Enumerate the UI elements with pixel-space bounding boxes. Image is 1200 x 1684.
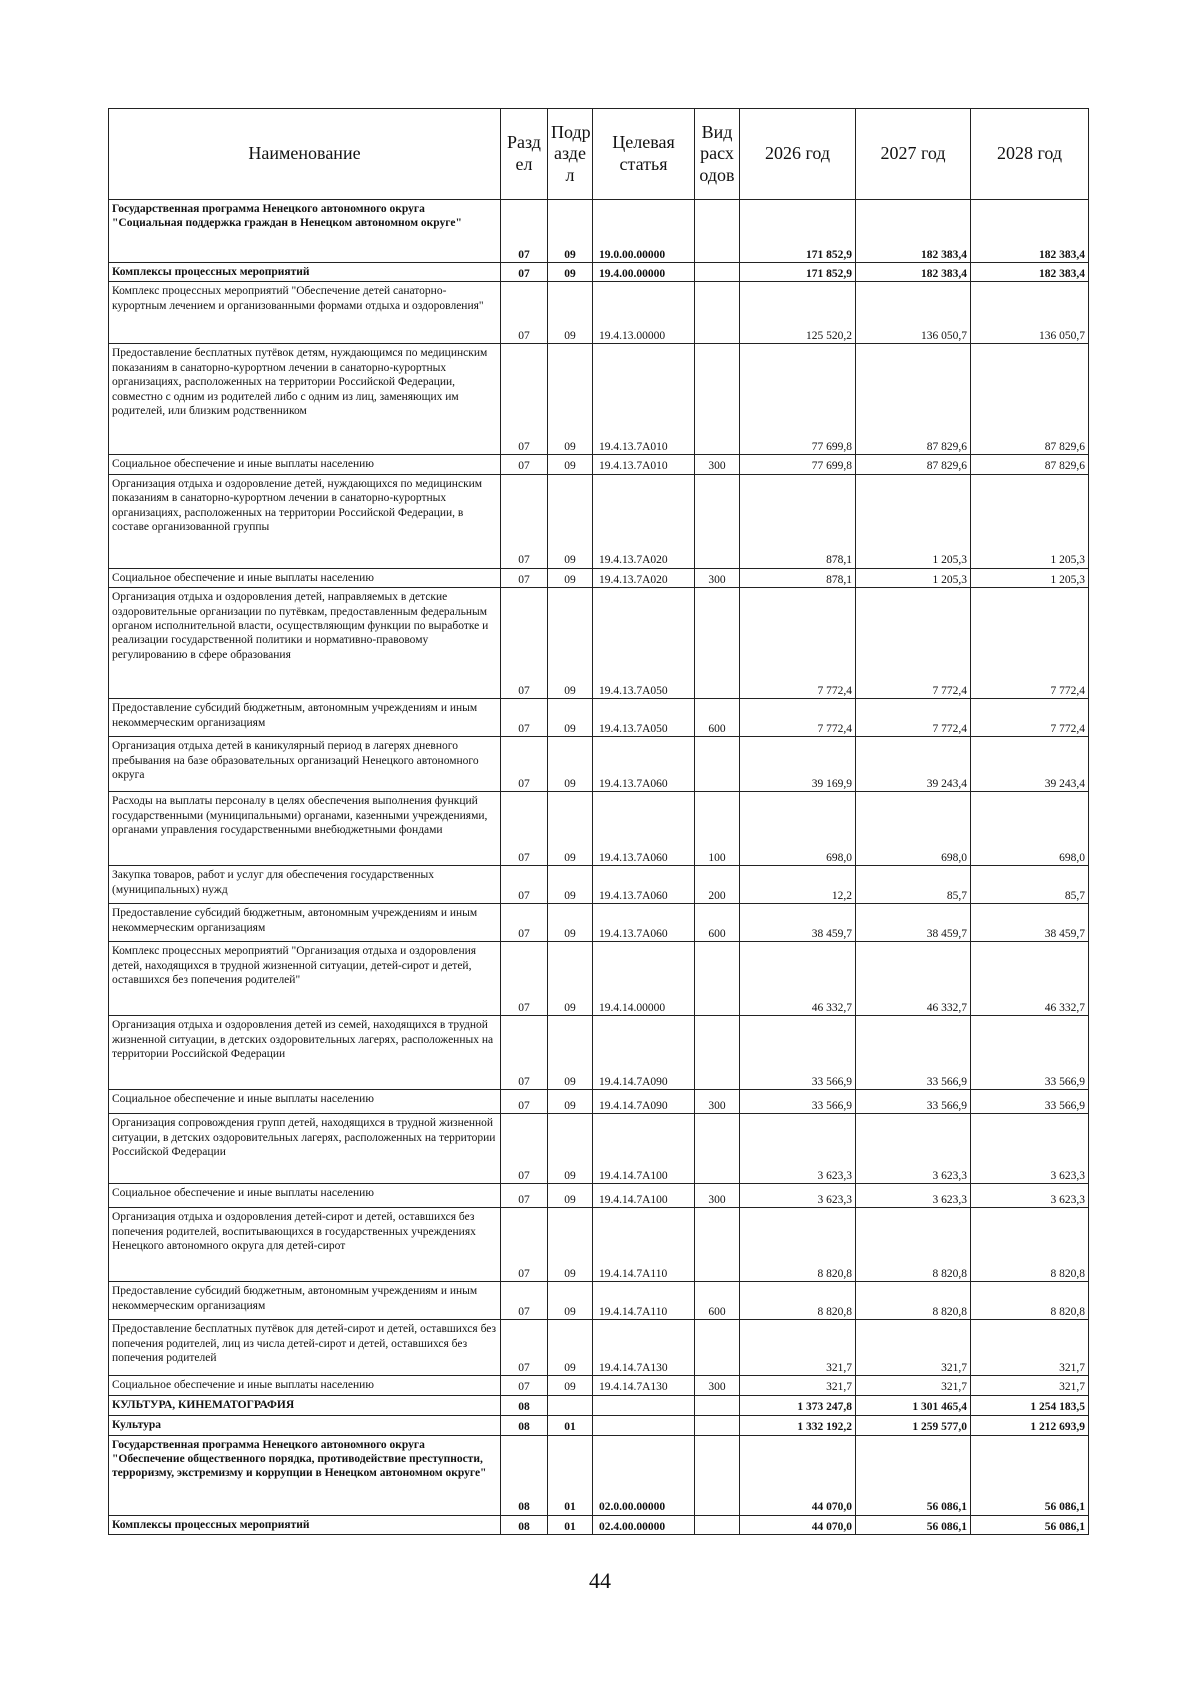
row-exptype: [695, 263, 740, 282]
row-2028: 182 383,4: [971, 200, 1089, 263]
row-exptype: [695, 1515, 740, 1534]
row-2026: 1 373 247,8: [740, 1395, 856, 1415]
row-subsection: 09: [548, 942, 593, 1016]
row-section: 07: [501, 1376, 548, 1395]
row-2028: 3 623,3: [971, 1184, 1089, 1208]
row-exptype: [695, 1320, 740, 1376]
row-2028: 321,7: [971, 1376, 1089, 1395]
row-2027: 1 259 577,0: [856, 1415, 971, 1435]
table-row: [109, 263, 1089, 282]
row-2027: 56 086,1: [856, 1515, 971, 1534]
row-target: [593, 1395, 695, 1415]
row-section: 07: [501, 942, 548, 1016]
table-row: [109, 866, 1089, 904]
table-row: [109, 1282, 1089, 1320]
table-row: [109, 904, 1089, 942]
row-2026: 878,1: [740, 474, 856, 568]
row-exptype: [695, 1435, 740, 1515]
row-2027: 33 566,9: [856, 1016, 971, 1090]
row-exptype: 600: [695, 904, 740, 942]
row-2026: 39 169,9: [740, 737, 856, 792]
row-section: 07: [501, 1208, 548, 1282]
row-2028: 1 205,3: [971, 568, 1089, 587]
row-2028: 7 772,4: [971, 588, 1089, 699]
row-2028: 3 623,3: [971, 1114, 1089, 1184]
row-2027: 33 566,9: [856, 1090, 971, 1114]
row-2026: 12,2: [740, 866, 856, 904]
row-subsection: 09: [548, 792, 593, 866]
row-exptype: 100: [695, 792, 740, 866]
row-2027: 3 623,3: [856, 1114, 971, 1184]
row-target: 19.4.13.00000: [593, 282, 695, 344]
row-2027: 1 205,3: [856, 568, 971, 587]
row-2028: 87 829,6: [971, 344, 1089, 455]
row-name: Предоставление субсидий бюджетным, автономным учреждениям и иным некоммерческим организациям: [109, 1282, 501, 1320]
table-row: [109, 200, 1089, 263]
row-section: 08: [501, 1515, 548, 1534]
budget-table: [108, 108, 1089, 1535]
row-subsection: 09: [548, 904, 593, 942]
row-subsection: 01: [548, 1415, 593, 1435]
row-section: 07: [501, 1282, 548, 1320]
row-exptype: [695, 737, 740, 792]
row-2027: 87 829,6: [856, 455, 971, 474]
row-name: Организация сопровождения групп детей, находящихся в трудной жизненной ситуации, в детских оздоровительных лагерях, расположенных на территории Российской Федерации: [109, 1114, 501, 1184]
row-2027: 1 301 465,4: [856, 1395, 971, 1415]
row-exptype: 600: [695, 699, 740, 737]
row-name: Закупка товаров, работ и услуг для обеспечения государственных (муниципальных) нужд: [109, 866, 501, 904]
row-subsection: 09: [548, 1320, 593, 1376]
row-2028: 136 050,7: [971, 282, 1089, 344]
row-exptype: 300: [695, 1376, 740, 1395]
header-subsection: Подр азде л: [548, 109, 593, 200]
row-2028: 1 212 693,9: [971, 1415, 1089, 1435]
row-section: 07: [501, 344, 548, 455]
row-section: 07: [501, 1090, 548, 1114]
row-2026: 77 699,8: [740, 455, 856, 474]
table-row: [109, 1435, 1089, 1515]
row-2027: 7 772,4: [856, 588, 971, 699]
row-target: 19.4.14.00000: [593, 942, 695, 1016]
row-subsection: 09: [548, 344, 593, 455]
row-2026: 33 566,9: [740, 1016, 856, 1090]
row-target: 19.4.13.7А050: [593, 699, 695, 737]
row-section: 07: [501, 792, 548, 866]
row-name: Государственная программа Ненецкого автономного округа "Обеспечение общественного порядка, противодействие преступности, терроризму, экстремизму и коррупции в Ненецком автономном округе": [109, 1435, 501, 1515]
table-row: [109, 588, 1089, 699]
row-2027: 698,0: [856, 792, 971, 866]
row-subsection: 09: [548, 263, 593, 282]
row-2026: 321,7: [740, 1320, 856, 1376]
row-exptype: [695, 942, 740, 1016]
row-2028: 38 459,7: [971, 904, 1089, 942]
row-exptype: [695, 1208, 740, 1282]
row-name: Организация отдыха и оздоровление детей, нуждающихся по медицинским показаниям в санаторно-курортном лечении в санаторно-курортных организациях, расположенных на территории Российской Федерации, в составе организованной группы: [109, 474, 501, 568]
row-subsection: 09: [548, 568, 593, 587]
row-section: 08: [501, 1415, 548, 1435]
table-row: [109, 792, 1089, 866]
row-2026: 44 070,0: [740, 1435, 856, 1515]
row-2026: 8 820,8: [740, 1208, 856, 1282]
row-subsection: 09: [548, 737, 593, 792]
row-subsection: 09: [548, 1090, 593, 1114]
row-subsection: 09: [548, 699, 593, 737]
row-name: Комплексы процессных мероприятий: [109, 1515, 501, 1534]
row-2026: 698,0: [740, 792, 856, 866]
header-2026: 2026 год: [740, 109, 856, 200]
row-subsection: 09: [548, 1208, 593, 1282]
row-2026: 7 772,4: [740, 699, 856, 737]
row-2026: 3 623,3: [740, 1184, 856, 1208]
row-2026: 171 852,9: [740, 263, 856, 282]
row-2026: 3 623,3: [740, 1114, 856, 1184]
row-name: Предоставление бесплатных путёвок для детей-сирот и детей, оставшихся без попечения родителей, лиц из числа детей-сирот и детей, оставшихся без попечения родителей: [109, 1320, 501, 1376]
row-target: 19.4.14.7А110: [593, 1208, 695, 1282]
row-2027: 3 623,3: [856, 1184, 971, 1208]
row-target: 19.4.13.7А010: [593, 455, 695, 474]
row-section: 07: [501, 568, 548, 587]
row-name: Предоставление бесплатных путёвок детям, нуждающимся по медицинским показаниям в санаторно-курортном лечении в санаторно-курортных организациях, расположенных на территории Российской Федерации, совместно с одним из родителей либо с одним из лиц, заменяющих им родителей, или близким родственником: [109, 344, 501, 455]
row-section: 07: [501, 263, 548, 282]
row-exptype: [695, 1114, 740, 1184]
row-target: 19.4.13.7А020: [593, 474, 695, 568]
row-section: 08: [501, 1395, 548, 1415]
row-target: 19.4.14.7А130: [593, 1320, 695, 1376]
row-2026: 1 332 192,2: [740, 1415, 856, 1435]
row-target: 19.4.14.7А090: [593, 1016, 695, 1090]
row-name: Социальное обеспечение и иные выплаты населению: [109, 568, 501, 587]
row-2026: 171 852,9: [740, 200, 856, 263]
row-2028: 56 086,1: [971, 1515, 1089, 1534]
row-name: Комплекс процессных мероприятий "Обеспечение детей санаторно-курортным лечением и организованными формами отдыха и оздоровления": [109, 282, 501, 344]
row-2028: 85,7: [971, 866, 1089, 904]
row-subsection: 09: [548, 866, 593, 904]
row-target: 19.4.13.7А060: [593, 792, 695, 866]
row-subsection: 09: [548, 1184, 593, 1208]
row-2026: 125 520,2: [740, 282, 856, 344]
row-subsection: 01: [548, 1435, 593, 1515]
row-2027: 39 243,4: [856, 737, 971, 792]
row-subsection: 09: [548, 588, 593, 699]
row-2028: 33 566,9: [971, 1090, 1089, 1114]
row-2028: 7 772,4: [971, 699, 1089, 737]
row-target: 19.4.14.7А100: [593, 1184, 695, 1208]
header-exptype: Вид расх одов: [695, 109, 740, 200]
row-2027: 46 332,7: [856, 942, 971, 1016]
row-2028: 1 254 183,5: [971, 1395, 1089, 1415]
table-header-row: [109, 109, 1089, 200]
table-row: [109, 1376, 1089, 1395]
row-section: 07: [501, 200, 548, 263]
row-subsection: 09: [548, 282, 593, 344]
row-exptype: 600: [695, 1282, 740, 1320]
row-2028: 8 820,8: [971, 1282, 1089, 1320]
row-2028: 321,7: [971, 1320, 1089, 1376]
table-row: [109, 282, 1089, 344]
row-target: 19.4.13.7А050: [593, 588, 695, 699]
row-section: 07: [501, 474, 548, 568]
row-2028: 698,0: [971, 792, 1089, 866]
table-row: [109, 1184, 1089, 1208]
row-subsection: 09: [548, 455, 593, 474]
row-target: 19.4.14.7А110: [593, 1282, 695, 1320]
row-name: Социальное обеспечение и иные выплаты населению: [109, 1184, 501, 1208]
row-exptype: 300: [695, 1090, 740, 1114]
table-row: [109, 942, 1089, 1016]
row-2027: 1 205,3: [856, 474, 971, 568]
row-name: Организация отдыха и оздоровления детей, направляемых в детские оздоровительные организации по путёвкам, предоставленным федеральным органом исполнительной власти, осуществляющим функции по выработке и реализации государственной политики и нормативно-правовому регулированию в сфере образования: [109, 588, 501, 699]
header-name: Наименование: [109, 109, 501, 200]
row-2027: 182 383,4: [856, 263, 971, 282]
table-row: [109, 1415, 1089, 1435]
table-row: [109, 1090, 1089, 1114]
table-row: [109, 568, 1089, 587]
row-name: Социальное обеспечение и иные выплаты населению: [109, 1090, 501, 1114]
row-subsection: 09: [548, 1282, 593, 1320]
row-target: 19.4.00.00000: [593, 263, 695, 282]
row-subsection: 09: [548, 1376, 593, 1395]
table-row: [109, 1208, 1089, 1282]
row-2027: 56 086,1: [856, 1435, 971, 1515]
row-exptype: [695, 200, 740, 263]
header-section: Разд ел: [501, 109, 548, 200]
row-name: КУЛЬТУРА, КИНЕМАТОГРАФИЯ: [109, 1395, 501, 1415]
row-2027: 87 829,6: [856, 344, 971, 455]
row-2028: 87 829,6: [971, 455, 1089, 474]
row-name: Комплекс процессных мероприятий "Организация отдыха и оздоровления детей, находящихся в трудной жизненной ситуации, детей-сирот и детей, оставшихся без попечения родителей": [109, 942, 501, 1016]
row-2027: 321,7: [856, 1376, 971, 1395]
row-section: 07: [501, 904, 548, 942]
row-section: 07: [501, 1320, 548, 1376]
row-2026: 7 772,4: [740, 588, 856, 699]
row-section: 07: [501, 455, 548, 474]
row-subsection: 09: [548, 1114, 593, 1184]
table-row: [109, 455, 1089, 474]
table-row: [109, 1320, 1089, 1376]
row-2027: 8 820,8: [856, 1282, 971, 1320]
row-exptype: [695, 1395, 740, 1415]
page-number: 44: [589, 1568, 611, 1593]
row-exptype: 300: [695, 568, 740, 587]
table-row: [109, 344, 1089, 455]
row-2027: 7 772,4: [856, 699, 971, 737]
row-2028: 182 383,4: [971, 263, 1089, 282]
row-target: 19.4.13.7А060: [593, 904, 695, 942]
row-name: Организация отдыха и оздоровления детей из семей, находящихся в трудной жизненной ситуации, в детских оздоровительных лагерях, расположенных на территории Российской Федерации: [109, 1016, 501, 1090]
row-section: 07: [501, 1016, 548, 1090]
table-row: [109, 474, 1089, 568]
row-name: Предоставление субсидий бюджетным, автономным учреждениям и иным некоммерческим организациям: [109, 904, 501, 942]
row-section: 07: [501, 699, 548, 737]
row-target: 02.4.00.00000: [593, 1515, 695, 1534]
table-row: [109, 737, 1089, 792]
row-2026: 321,7: [740, 1376, 856, 1395]
row-2026: 44 070,0: [740, 1515, 856, 1534]
row-name: Расходы на выплаты персоналу в целях обеспечения выполнения функций государственными (муниципальными) органами, казенными учреждениями, органами управления государственными внебюджетными фондами: [109, 792, 501, 866]
row-section: 08: [501, 1435, 548, 1515]
row-2026: 8 820,8: [740, 1282, 856, 1320]
row-exptype: [695, 282, 740, 344]
row-2027: 136 050,7: [856, 282, 971, 344]
table-row: [109, 1515, 1089, 1534]
row-name: Комплексы процессных мероприятий: [109, 263, 501, 282]
row-name: Социальное обеспечение и иные выплаты населению: [109, 1376, 501, 1395]
row-2027: 182 383,4: [856, 200, 971, 263]
row-section: 07: [501, 866, 548, 904]
row-exptype: 300: [695, 1184, 740, 1208]
row-exptype: [695, 344, 740, 455]
row-exptype: [695, 1016, 740, 1090]
row-section: 07: [501, 588, 548, 699]
row-2028: 46 332,7: [971, 942, 1089, 1016]
row-section: 07: [501, 737, 548, 792]
row-target: 19.4.13.7А010: [593, 344, 695, 455]
row-name: Государственная программа Ненецкого автономного округа "Социальная поддержка граждан в Ненецком автономном округе": [109, 200, 501, 263]
row-subsection: 09: [548, 200, 593, 263]
header-2027: 2027 год: [856, 109, 971, 200]
row-section: 07: [501, 1114, 548, 1184]
row-exptype: 200: [695, 866, 740, 904]
row-subsection: 09: [548, 1016, 593, 1090]
row-target: 19.4.13.7А060: [593, 866, 695, 904]
row-2026: 46 332,7: [740, 942, 856, 1016]
row-2026: 878,1: [740, 568, 856, 587]
row-2026: 38 459,7: [740, 904, 856, 942]
row-target: 19.4.14.7А090: [593, 1090, 695, 1114]
row-target: 19.4.13.7А060: [593, 737, 695, 792]
row-section: 07: [501, 1184, 548, 1208]
header-target: Целевая статья: [593, 109, 695, 200]
row-exptype: [695, 1415, 740, 1435]
row-2027: 85,7: [856, 866, 971, 904]
table-row: [109, 1114, 1089, 1184]
row-2027: 321,7: [856, 1320, 971, 1376]
row-exptype: [695, 474, 740, 568]
row-exptype: 300: [695, 455, 740, 474]
row-2028: 56 086,1: [971, 1435, 1089, 1515]
row-2027: 8 820,8: [856, 1208, 971, 1282]
row-name: Организация отдыха детей в каникулярный период в лагерях дневного пребывания на базе образовательных организаций Ненецкого автономного округа: [109, 737, 501, 792]
row-subsection: 09: [548, 474, 593, 568]
row-2028: 8 820,8: [971, 1208, 1089, 1282]
row-2028: 39 243,4: [971, 737, 1089, 792]
table-row: [109, 1395, 1089, 1415]
row-target: [593, 1415, 695, 1435]
row-2028: 1 205,3: [971, 474, 1089, 568]
header-2028: 2028 год: [971, 109, 1089, 200]
row-name: Социальное обеспечение и иные выплаты населению: [109, 455, 501, 474]
table-row: [109, 1016, 1089, 1090]
row-2026: 33 566,9: [740, 1090, 856, 1114]
row-2027: 38 459,7: [856, 904, 971, 942]
row-2028: 33 566,9: [971, 1016, 1089, 1090]
row-name: Организация отдыха и оздоровления детей-сирот и детей, оставшихся без попечения родителей, воспитывающихся в государственных учреждениях Ненецкого автономного округа для детей-сирот: [109, 1208, 501, 1282]
row-subsection: 01: [548, 1515, 593, 1534]
row-name: Культура: [109, 1415, 501, 1435]
table-row: [109, 699, 1089, 737]
row-subsection: [548, 1395, 593, 1415]
row-target: 19.4.14.7А130: [593, 1376, 695, 1395]
row-name: Предоставление субсидий бюджетным, автономным учреждениям и иным некоммерческим организациям: [109, 699, 501, 737]
row-target: 02.0.00.00000: [593, 1435, 695, 1515]
row-2026: 77 699,8: [740, 344, 856, 455]
row-section: 07: [501, 282, 548, 344]
row-target: 19.0.00.00000: [593, 200, 695, 263]
row-target: 19.4.13.7А020: [593, 568, 695, 587]
row-target: 19.4.14.7А100: [593, 1114, 695, 1184]
row-exptype: [695, 588, 740, 699]
